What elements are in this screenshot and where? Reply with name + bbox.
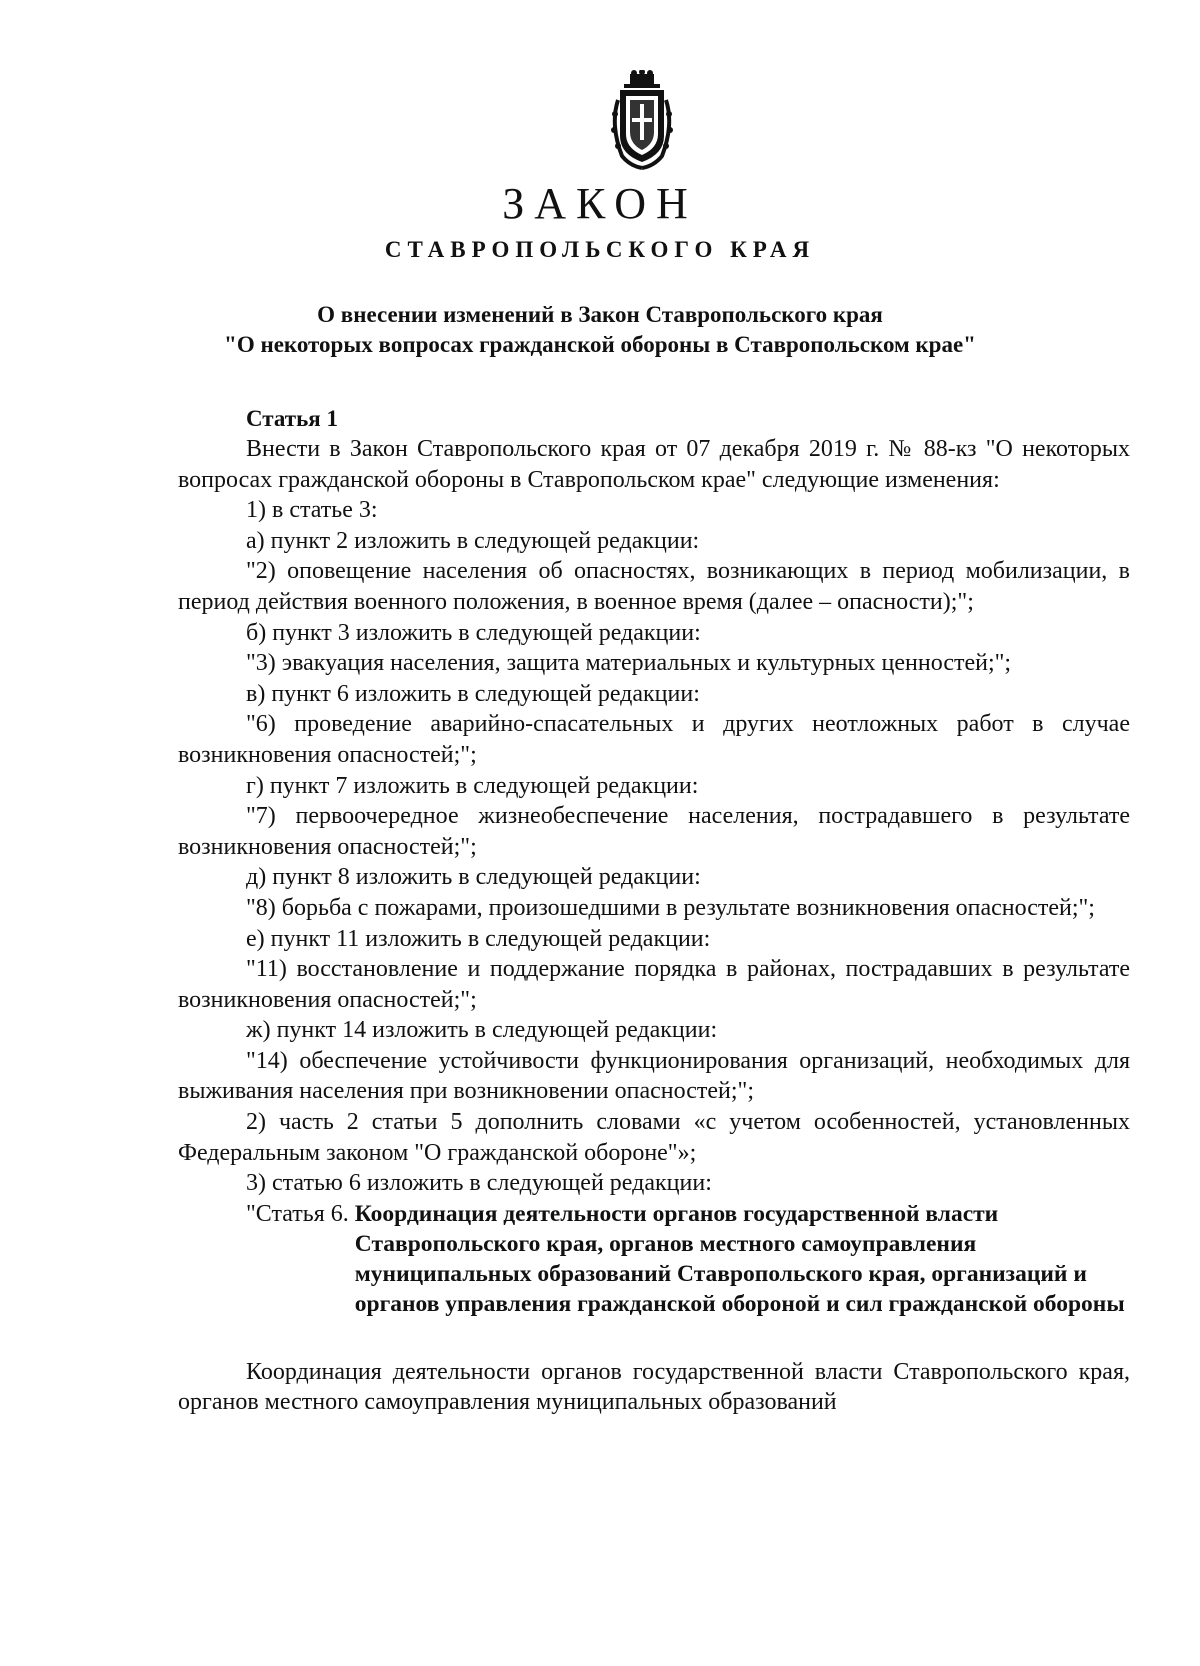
law-heading-line-1: О внесении изменений в Закон Ставропольского края: [317, 302, 883, 327]
paragraph: "8) борьба с пожарами, произошедшими в результате возникновения опасностей;";: [246, 894, 1095, 921]
paragraph: 3) статью 6 изложить в следующей редакции:: [246, 1170, 712, 1197]
document-title: ЗАКОН: [502, 179, 698, 228]
paragraph: г) пункт 7 изложить в следующей редакции:: [246, 772, 699, 799]
paragraph: "7) первоочередное жизнеобеспечение населения, пострадавшего в результате возникновения опасностей;";: [178, 803, 1130, 860]
paragraph: 1) в статье 3:: [246, 497, 378, 524]
paragraph: "2) оповещение населения об опасностях, возникающих в период мобилизации, в период действия военного положения, в военное время (далее – опасности);";: [178, 558, 1130, 615]
paragraph: б) пункт 3 изложить в следующей редакции:: [246, 619, 701, 646]
article-intro: Внести в Закон Ставропольского края от 07 декабря 2019 г. № 88-кз "О некоторых вопросах гражданской обороны в Ставропольском крае" следующие изменения:: [178, 436, 1130, 493]
article-6-heading: [246, 1199, 1130, 1319]
document-subtitle: СТАВРОПОЛЬСКОГО КРАЯ: [384, 237, 816, 262]
article-6-label: "Статья 6.: [246, 1200, 349, 1227]
paragraph: ж) пункт 14 изложить в следующей редакции:: [246, 1017, 718, 1044]
paragraph: в) пункт 6 изложить в следующей редакции:: [246, 680, 700, 707]
closing-paragraph: Координация деятельности органов государственной власти Ставропольского края, органов местного самоуправления муниципальных образований: [178, 1358, 1130, 1416]
article-title: Статья 1: [246, 406, 338, 431]
law-heading: [0, 300, 1200, 360]
law-heading-line-2: "О некоторых вопросах гражданской обороны в Ставропольском крае": [224, 332, 976, 357]
paragraph: "14) обеспечение устойчивости функционирования организаций, необходимых для выживания населения при возникновении опасностей;";: [178, 1047, 1130, 1105]
paragraph: 2) часть 2 статьи 5 дополнить словами «с учетом особенностей, установленных Федеральным законом "О гражданской обороне"»;: [178, 1109, 1130, 1166]
paragraph: а) пункт 2 изложить в следующей редакции:: [246, 527, 700, 554]
article-body: [178, 434, 1130, 1418]
paragraph: "11) восстановление и поддержание порядка в районах, пострадавших в результате возникновения опасностей;";: [178, 956, 1130, 1013]
article-6-title: Координация деятельности органов государственной власти Ставропольского края, органов местного самоуправления муниципальных образований Ставропольского края, организаций и органов управления гражданской обороной и сил гражданской обороны: [354, 1200, 1125, 1317]
paragraph: "6) проведение аварийно-спасательных и других неотложных работ в случае возникновения опасностей;";: [178, 711, 1130, 768]
paragraph: е) пункт 11 изложить в следующей редакции:: [246, 925, 711, 952]
paragraph: "3) эвакуация населения, защита материальных и культурных ценностей;";: [246, 650, 1012, 677]
paragraph: д) пункт 8 изложить в следующей редакции:: [246, 864, 701, 891]
coat-of-arms-icon: [608, 70, 676, 170]
